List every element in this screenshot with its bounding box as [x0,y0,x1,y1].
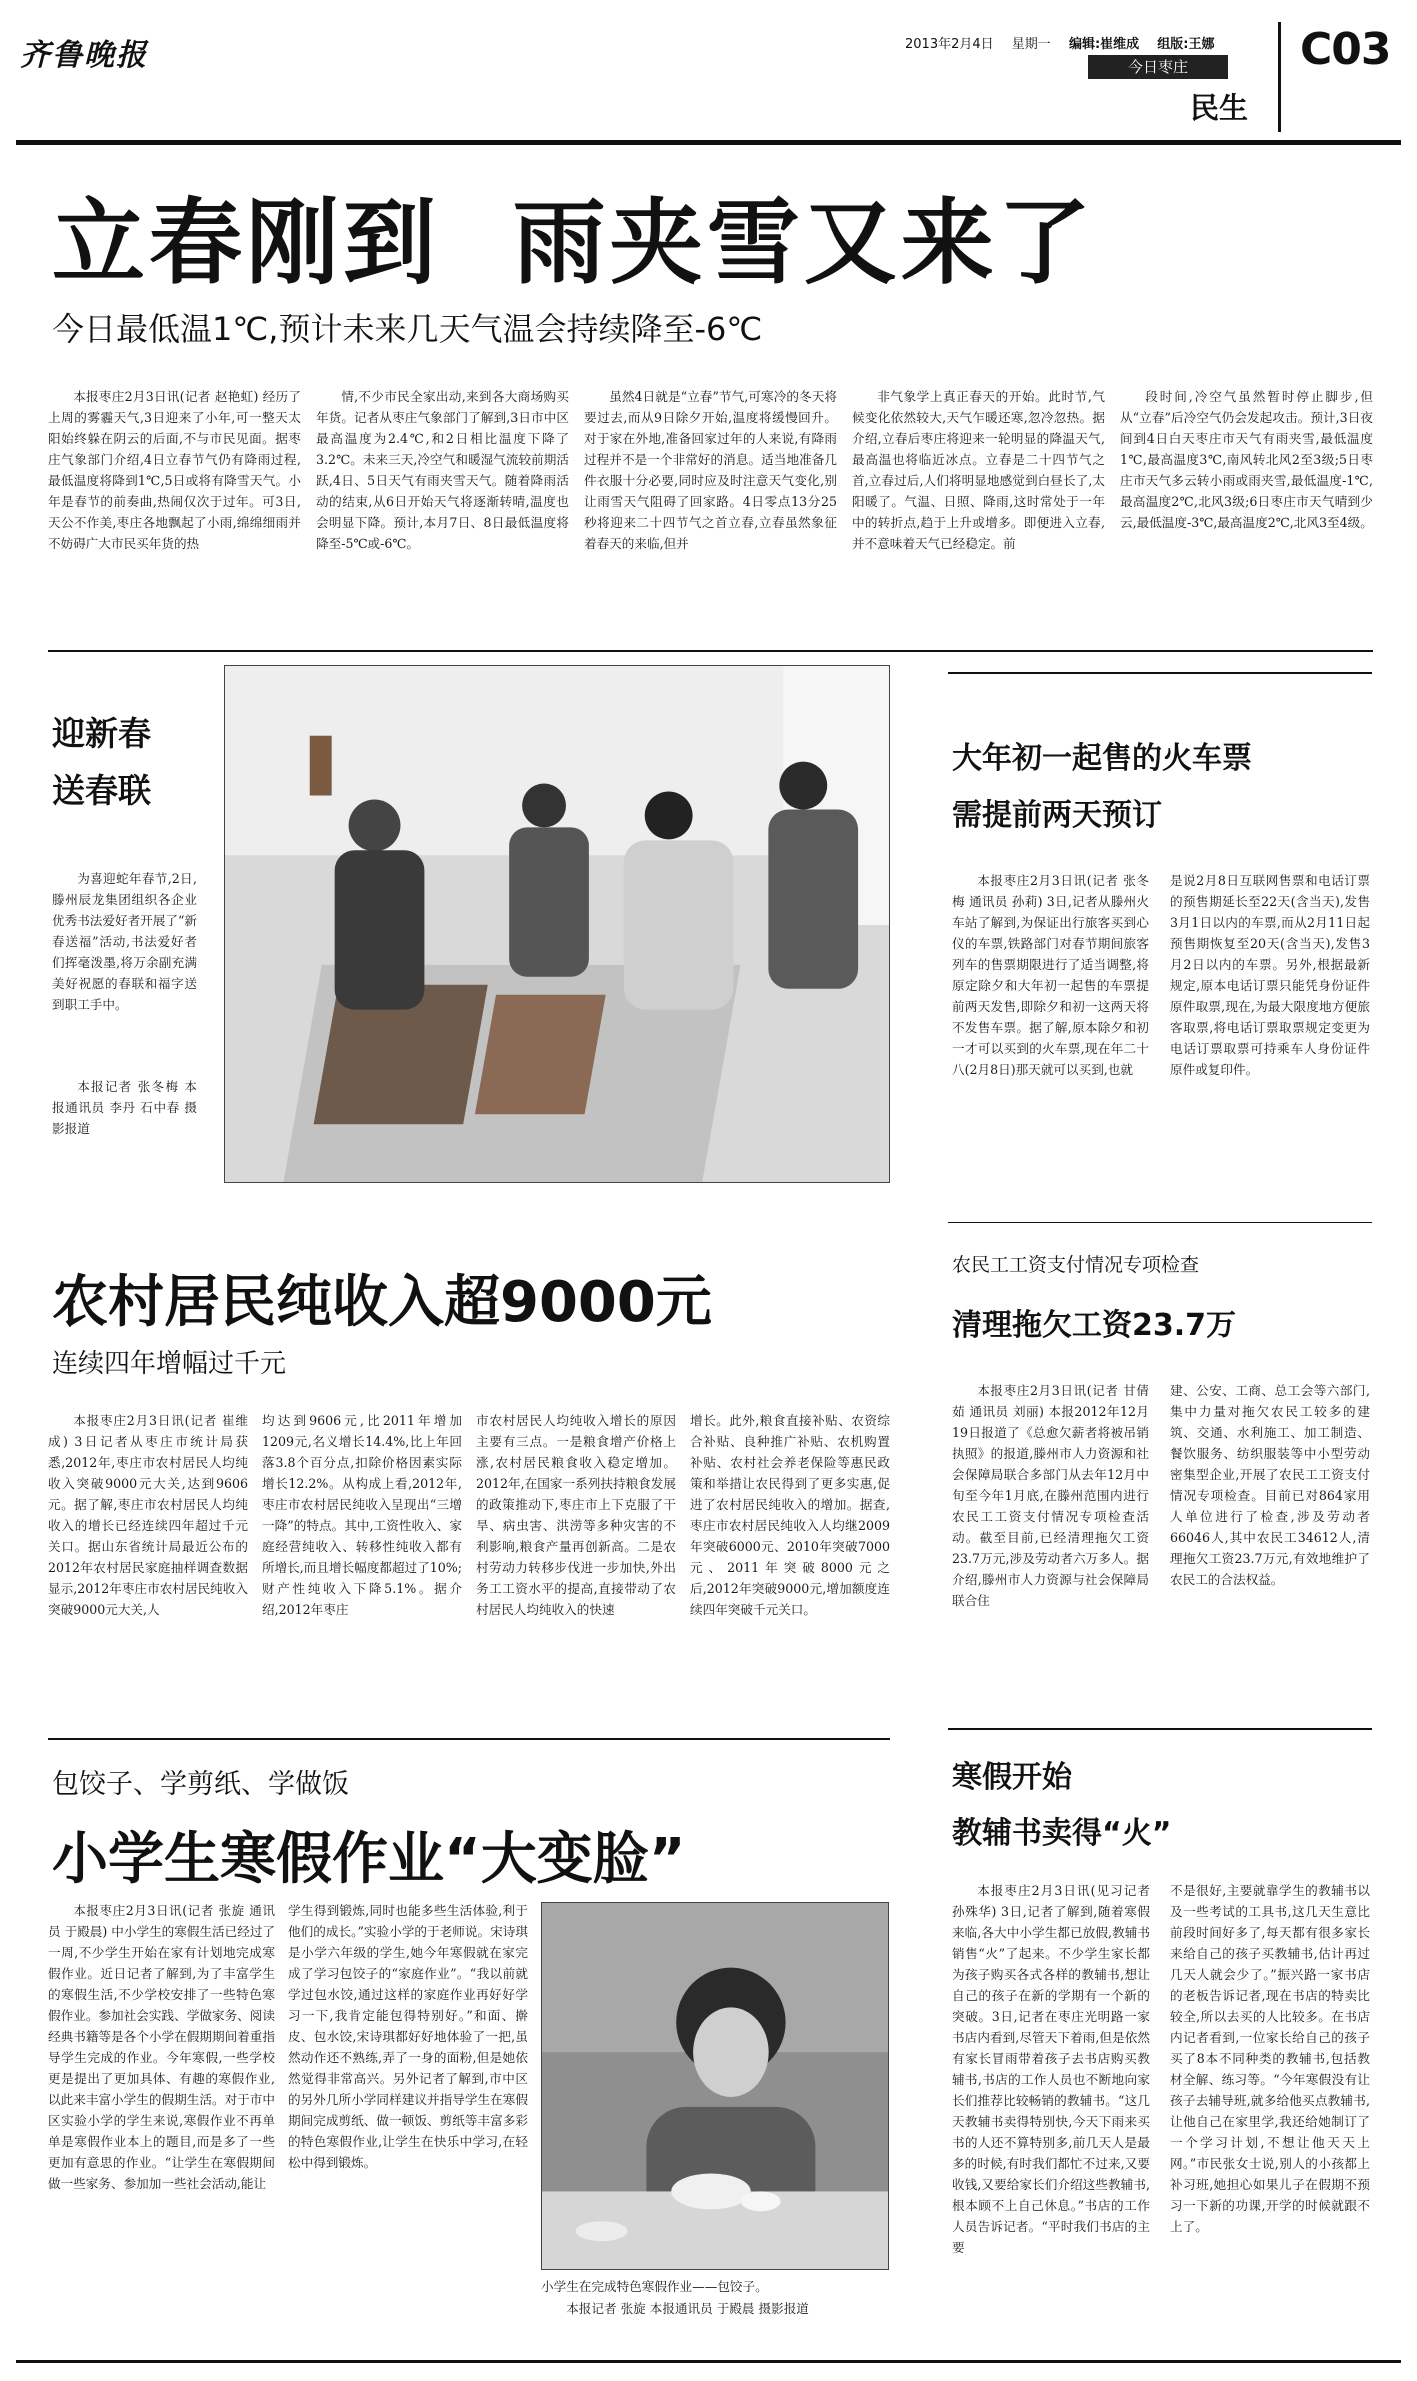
lead-col-1: 本报枣庄2月3日讯(记者 赵艳虹) 经历了上周的雾霾天气,3日迎来了小年,可一整天太阳始终躲在阴云的后面,不与市民见面。据枣庄气象部门介绍,4日立春节气仍有降雨过程,最低温度将降到1℃,5日或将有降雪天气。小年是春节的前奏曲,热闹仅次于过年。可3日,天公不作美,枣庄各地飘起了小雨,绵绵细雨并不妨碍广大市民买年货的热 [48,389,301,551]
lead-headline: 立春刚到 雨夹雪又来了 [52,189,1095,297]
farm-col-4: 增长。此外,粮食直接补贴、农资综合补贴、良种推广补贴、农机购置补贴、农村社会养老保险等惠民政策和举措让农民得到了更多实惠,促进了农村居民纯收入的增加。据查,枣庄市农村居民纯收入人均继2009年突破6000元、2010年突破7000元、2011年突破8000元之后,2012年突破9000元,增加额度连续四年突破千元关口。 [690,1413,890,1617]
masthead-rule [16,140,1401,145]
page-number: C03 [1300,24,1391,75]
tutoring-col-2: 不是很好,主要就靠学生的教辅书以及一些考试的工具书,这几天生意比前段时间好多了,每天都有很多家长来给自己的孩子买教辅书,估计再过几天人就会少了。”振兴路一家书店的老板告诉记者,现在书店的特卖比较全,所以去买的人比较多。在书店内记者看到,一位家长给自己的孩子买了8本不同种类的教辅书,包括教材全解、练习等。“今年寒假没有让孩子去辅导班,就多给他买点教辅书,让他自己在家里学,我还给她制订了一个学习计划,不想让他天天上网。”市民张女士说,别人的小孩都上补习班,她担心如果儿子在假期不预习一下新的功课,开学的时候就跟不上了。 [1170,1883,1370,2234]
issue-date [905,33,1214,52]
couplets-headline-2: 送春联 [52,771,151,810]
couplets-body: 为喜迎蛇年春节,2日,滕州辰龙集团组织各企业优秀书法爱好者开展了“新春送福”活动,书法爱好者们挥毫泼墨,将万余副充满美好祝愿的春联和福字送到职工手中。 [52,871,197,1012]
train-col-1: 本报枣庄2月3日讯(记者 张冬梅 通讯员 孙莉) 3日,记者从滕州火车站了解到,为保证出行旅客买到心仪的车票,铁路部门对春节期间旅客列车的售票期限进行了适当调整,将原定除夕和大年初一起售的车票提前两天发售,即除夕和初一这两天将不发售车票。据了解,原本除夕和初一才可以买到的火车票,现在年二十八(2月8日)那天就可以买到,也就 [952,873,1149,1077]
farm-headline: 农村居民纯收入超9000元 [52,1270,712,1335]
homework-headline: 小学生寒假作业“大变脸” [52,1827,686,1892]
tutoring-col-1: 本报枣庄2月3日讯(见习记者 孙殊华) 3日,记者了解到,随着寒假来临,各大中小学生都已放假,教辅书销售“火”了起来。不少学生家长都为孩子购买各式各样的教辅书,想让自己的孩子在新的学期有一个新的突破。3日,记者在枣庄光明路一家书店内看到,尽管天下着雨,但是依然有家长冒雨带着孩子去书店购买教辅书,书店的工作人员也不断地向家长们推荐比较畅销的教辅书。“这几天教辅书卖得特别快,今天下雨来买书的人还不算特别多,前几天人是最多的时候,有时我们都忙不过来,又要收钱,又要给家长们介绍这些教辅书,根本顾不上自己休息。”书店的工作人员告诉记者。“平时我们书店的主要 [952,1883,1150,2255]
farm-col-3: 市农村居民人均纯收入增长的原因主要有三点。一是粮食增产价格上涨,农村居民粮食收入稳定增加。2012年,在国家一系列扶持粮食发展的政策推动下,枣庄市上下克服了干旱、病虫害、洪涝等多种灾害的不利影响,粮食产量再创新高。二是农村劳动力转移步伐进一步加快,外出务工工资水平的提高,直接带动了农村居民人均纯收入的快速 [476,1413,676,1617]
train-top-rule [948,672,1372,674]
homework-col-2: 学生得到锻炼,同时也能多些生活体验,利于他们的成长。”实验小学的于老师说。宋诗琪是小学六年级的学生,她今年寒假就在家完成了学习包饺子的“家庭作业”。“我以前就学过包水饺,通过这样的家庭作业再好好学习一下,我肯定能包得特别好。”和面、擀皮、包水饺,宋诗琪都好好地体验了一把,虽然动作还不熟练,弄了一身的面粉,但是她依然觉得非常高兴。另外记者了解到,市中区的另外几所小学同样建议并指导学生在寒假期间完成剪纸、做一顿饭、剪纸等丰富多彩的特色寒假作业,让学生在快乐中学习,在轻松中得到锻炼。 [288,1903,528,2170]
section-name: 民生 [1190,91,1249,125]
lead-subheadline: 今日最低温1℃,预计未来几天气温会持续降至-6℃ [52,310,763,348]
paper-name: 齐鲁晚报 [20,38,148,73]
tutoring-top-rule [948,1728,1372,1730]
farm-bottom-rule [48,1738,890,1740]
tutoring-headline-2: 教辅书卖得“火” [952,1816,1172,1851]
homework-col-1: 本报枣庄2月3日讯(记者 张旋 通讯员 于殿晨) 中小学生的寒假生活已经过了一周,不少学生开始在家有计划地完成寒假作业。近日记者了解到,为了丰富学生的寒假生活,不少学校安排了一些特色寒假作业。参加社会实践、学做家务、阅读经典书籍等是各个小学在假期期间着重指导学生完成的作业。今年寒假,一些学校更是提出了更加具体、有趣的寒假作业,以此来丰富小学生的假期生活。对于市中区实验小学的学生来说,寒假作业不再单单是寒假作业本上的题目,而是多了一些更加有意思的作业。“让学生在寒假期间做一些家务、参加加一些社会活动,能让 [48,1903,275,2191]
layout-editor: 组版:王娜 [1157,37,1215,52]
homework-photo-byline: 本报记者 张旋 本报通讯员 于殿晨 摄影报道 [566,2301,809,2316]
date: 2013年2月4日 [905,37,994,52]
weekday: 星期一 [1011,37,1051,52]
farm-col-1: 本报枣庄2月3日讯(记者 崔维成) 3日记者从枣庄市统计局获悉,2012年,枣庄市农村居民人均纯收入突破9000元大关,达到9606元。据了解,枣庄市农村居民人均纯收入的增长已经连续四年超过千元关口。据山东省统计局最近公布的2012年农村居民家庭抽样调查数据显示,2012年枣庄市农村居民纯收入突破9000元大关,人 [48,1413,248,1617]
lead-bottom-rule [48,650,1373,652]
lead-col-4: 非气象学上真正春天的开始。此时节,气候变化依然较大,天气乍暖还寒,忽冷忽热。据介绍,立春后枣庄将迎来一轮明显的降温天气,最高温也将临近冰点。立春是二十四节气之首,立春过后,人们将明显地感觉到白昼长了,太阳暖了。气温、日照、降雨,这时常处于一年中的转折点,趋于上升或增多。即便进入立春,并不意味着天气已经稳定。前 [852,389,1105,551]
farm-col-2: 均达到9606元,比2011年增加1209元,名义增长14.4%,比上年回落3.8个百分点,扣除价格因素实际增长12.2%。从构成上看,2012年,枣庄市农村居民纯收入呈现出“三增一降”的特点。其中,工资性收入、家庭经营纯收入、转移性纯收入都有所增长,而且增长幅度都超过了10%;财产性纯收入下降5.1%。据介绍,2012年枣庄 [262,1413,462,1617]
homework-photo-caption: 小学生在完成特色寒假作业——包饺子。 [541,2279,768,2294]
train-bottom-rule [948,1222,1372,1223]
calligraphy-photo-icon [225,666,889,1182]
train-col-2: 是说2月8日互联网售票和电话订票的预售期延长至22天(含当天),发售3月1日以内的车票,而从2月11日起预售期恢复至20天(含当天),发售3月2日以内的车票。另外,根据最新规定,原本电话订票只能凭身份证件原件取票,现在,为最大限度地方便旅客取票,将电话订票取票规定变更为电话订票取票可持乘车人身份证件原件或复印件。 [1170,873,1370,1077]
couplets-headline-1: 迎新春 [52,714,151,753]
page-bottom-rule [16,2360,1401,2363]
section-tag: 今日枣庄 [1088,55,1228,79]
wages-kicker: 农民工工资支付情况专项检查 [952,1254,1200,1276]
editor: 编辑:崔维成 [1068,37,1140,52]
wages-headline: 清理拖欠工资23.7万 [952,1308,1237,1343]
train-headline-1: 大年初一起售的火车票 [952,741,1252,776]
wages-col-1: 本报枣庄2月3日讯(记者 甘倩茹 通讯员 刘丽) 本报2012年12月19日报道了《总愈欠薪者将被吊销执照》的报道,滕州市人力资源和社会保障局联合多部门从去年12月中旬至今年1月底,在滕州范围内进行农民工工资支付情况专项检查活动。截至目前,已经清理拖欠工资23.7万元,涉及劳动者六万多人。据介绍,滕州市人力资源与社会保障局联合住 [952,1383,1149,1608]
tutoring-headline-1: 寒假开始 [952,1760,1072,1795]
masthead [0,0,1417,140]
lead-col-3: 虽然4日就是“立春”节气,可寒冷的冬天将要过去,而从9日除夕开始,温度将缓慢回升。对于家在外地,准备回家过年的人来说,有降雨过程并不是一个非常好的消息。适当地准备几件衣服十分必要,同时应及时注意天气变化,别让雨雪天气阻碍了回家路。4日零点13分25秒将迎来二十四节气之首立春,立春虽然象征着春天的来临,但并 [584,389,837,551]
dumpling-photo-icon [542,1903,888,2269]
train-headline-2: 需提前两天预订 [952,798,1162,833]
couplets-byline: 本报记者 张冬梅 本报通讯员 李丹 石中春 摄影报道 [52,1079,197,1136]
wages-col-2: 建、公安、工商、总工会等六部门,集中力量对拖欠农民工较多的建筑、交通、水利施工、加工制造、餐饮服务、纺织服装等中小型劳动密集型企业,开展了农民工工资支付情况专项检查。目前已对864家用人单位进行了检查,涉及劳动者66046人,其中农民工34612人,清理拖欠工资23.7万元,有效地维护了农民工的合法权益。 [1170,1383,1370,1587]
homework-photo [541,1902,889,2270]
couplets-photo [224,665,890,1183]
masthead-divider [1278,22,1281,132]
lead-col-2: 情,不少市民全家出动,来到各大商场购买年货。记者从枣庄气象部门了解到,3日市中区最高温度为2.4℃,和2日相比温度下降了3.2℃。未来三天,冷空气和暖湿气流较前期活跃,4日、5日天气有雨夹雪天气。随着降雨活动的结束,从6日开始天气将逐渐转晴,温度也会明显下降。预计,本月7日、8日最低温度将降至-5℃或-6℃。 [316,389,569,551]
homework-kicker: 包饺子、学剪纸、学做饭 [52,1769,349,1800]
lead-col-5: 段时间,冷空气虽然暂时停止脚步,但从“立春”后冷空气仍会发起攻击。预计,3日夜间到4日白天枣庄市天气有雨夹雪,最低温度1℃,最高温度3℃,南风转北风2至3级;5日枣庄市天气多云转小雨或雨夹雪,最低温度-1℃,最高温度2℃,北风3级;6日枣庄市天气晴到少云,最低温度-3℃,最高温度2℃,北风3至4级。 [1120,389,1373,530]
farm-subheadline: 连续四年增幅过千元 [52,1349,287,1379]
